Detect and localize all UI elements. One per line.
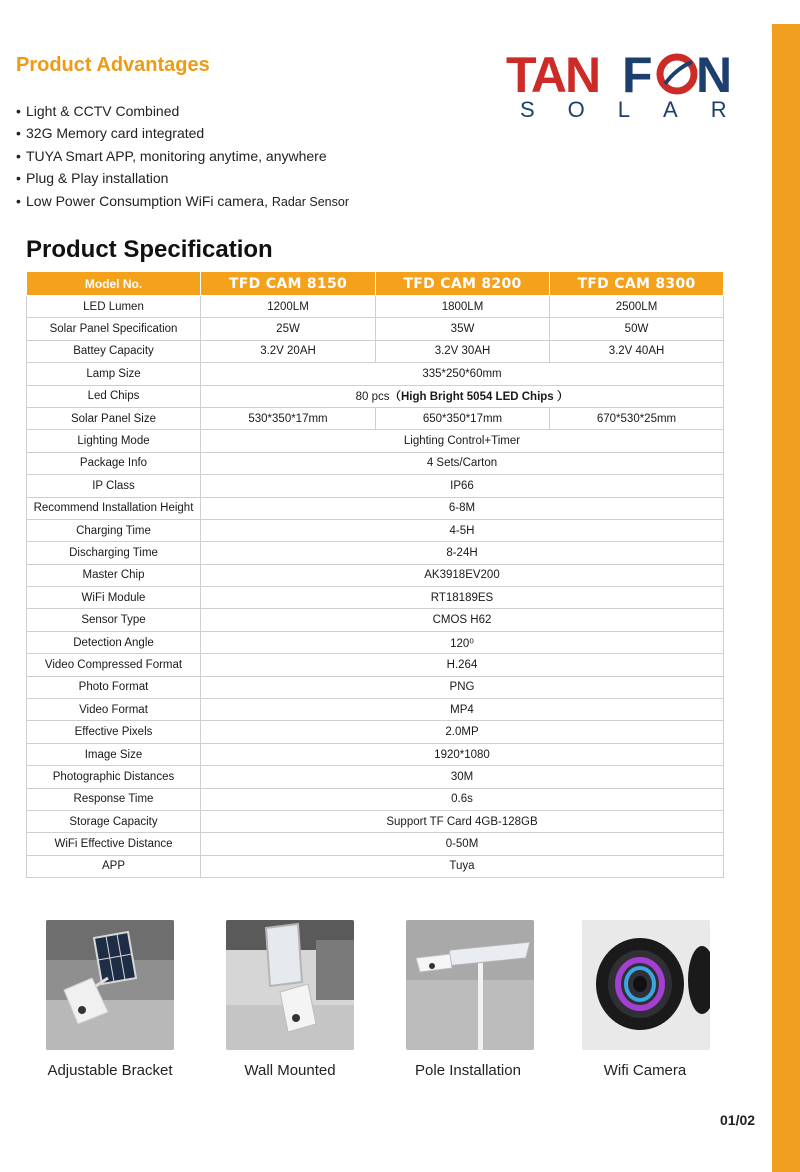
cell-value: 650*350*17mm (376, 407, 550, 429)
cell-value: Lighting Control+Timer (201, 430, 724, 452)
cell-value: 530*350*17mm (201, 407, 376, 429)
cell-value: PNG (201, 676, 724, 698)
table-row (27, 743, 724, 765)
row-label: WiFi Module (27, 587, 201, 609)
svg-text:SOLAR: SOLAR (520, 97, 745, 122)
cell-value: 1200LM (201, 296, 376, 318)
advantage-item: • Light & CCTV Combined (16, 103, 180, 119)
table-row (27, 654, 724, 676)
table-row (27, 833, 724, 855)
row-label: Detection Angle (27, 631, 201, 653)
cell-value: 8-24H (201, 542, 724, 564)
row-label: Battey Capacity (27, 340, 201, 362)
row-label: WiFi Effective Distance (27, 833, 201, 855)
table-row (27, 766, 724, 788)
table-row (27, 788, 724, 810)
cell-value: Tuya (201, 855, 724, 877)
table-row (27, 452, 724, 474)
table-row (27, 631, 724, 653)
advantage-item: • 32G Memory card integrated (16, 125, 205, 142)
svg-text:N: N (696, 47, 733, 103)
advantage-item: • TUYA Smart APP, monitoring anytime, anywhere (16, 147, 327, 164)
advantage-item: • Low Power Consumption WiFi camera, Radar Sensor (16, 192, 349, 209)
side-accent-bar (772, 24, 800, 1172)
table-row (27, 363, 724, 385)
row-label: Sensor Type (27, 609, 201, 631)
photo-pole-installation (406, 920, 534, 1050)
cell-value: 80 pcs（High Bright 5054 LED Chips ） (201, 385, 724, 407)
photo-wifi-camera (582, 920, 710, 1050)
row-label: IP Class (27, 475, 201, 497)
model-8200: TFD CAM 8200 (376, 272, 550, 296)
cell-value: 30M (201, 766, 724, 788)
svg-text:F: F (622, 47, 653, 103)
cell-value: 2.0MP (201, 721, 724, 743)
row-label: Solar Panel Specification (27, 318, 201, 340)
cell-value: AK3918EV200 (201, 564, 724, 586)
caption-wifi-camera: Wifi Camera (603, 1062, 687, 1079)
model-label: Model No. (27, 272, 201, 296)
row-label: LED Lumen (27, 296, 201, 318)
spec-title: Product Specification (26, 236, 273, 263)
advantages-title: Product Advantages (16, 54, 210, 76)
advantages-list (16, 100, 349, 213)
row-label: Image Size (27, 743, 201, 765)
row-label: Led Chips (27, 385, 201, 407)
row-label: Lighting Mode (27, 430, 201, 452)
cell-value: 120⁰ (201, 631, 724, 653)
table-row (27, 340, 724, 362)
table-row (27, 497, 724, 519)
table-row (27, 699, 724, 721)
table-row (27, 810, 724, 832)
caption-wall-mounted: Wall Mounted (244, 1062, 336, 1079)
cell-value: 0-50M (201, 833, 724, 855)
advantage-item: • Plug & Play installation (16, 170, 169, 187)
row-label: Recommend Installation Height (27, 497, 201, 519)
row-label: APP (27, 855, 201, 877)
table-row (27, 855, 724, 877)
photo-wall-mounted (226, 920, 354, 1050)
table-row (27, 587, 724, 609)
table-row (27, 430, 724, 452)
cell-value: 670*530*25mm (550, 407, 724, 429)
cell-value: 3.2V 30AH (376, 340, 550, 362)
photo-adjustable-bracket (46, 920, 174, 1050)
row-label: Package Info (27, 452, 201, 474)
cell-value: 4-5H (201, 519, 724, 541)
table-row (27, 296, 724, 318)
row-label: Photo Format (27, 676, 201, 698)
cell-value: 335*250*60mm (201, 363, 724, 385)
model-8300: TFD CAM 8300 (550, 272, 724, 296)
spec-header-row (27, 272, 724, 296)
row-label: Discharging Time (27, 542, 201, 564)
table-row (27, 721, 724, 743)
cell-value: 6-8M (201, 497, 724, 519)
cell-value: 4 Sets/Carton (201, 452, 724, 474)
table-row (27, 519, 724, 541)
cell-value: 0.6s (201, 788, 724, 810)
merged-rows (27, 430, 724, 878)
table-row (27, 564, 724, 586)
cell-value: Support TF Card 4GB-128GB (201, 810, 724, 832)
caption-adjustable-bracket: Adjustable Bracket (47, 1062, 173, 1079)
row-label: Master Chip (27, 564, 201, 586)
table-row (27, 407, 724, 429)
spec-table (26, 271, 724, 878)
caption-pole-installation: Pole Installation (415, 1062, 521, 1079)
cell-value: 1920*1080 (201, 743, 724, 765)
svg-text:TAN: TAN (506, 47, 600, 103)
row-label: Effective Pixels (27, 721, 201, 743)
cell-value: IP66 (201, 475, 724, 497)
cell-value: MP4 (201, 699, 724, 721)
row-label: Video Compressed Format (27, 654, 201, 676)
brand-logo (500, 44, 745, 124)
row-label: Photographic Distances (27, 766, 201, 788)
page-number: 01/02 (720, 1112, 756, 1128)
row-label: Video Format (27, 699, 201, 721)
cell-value: 2500LM (550, 296, 724, 318)
cell-value: CMOS H62 (201, 609, 724, 631)
cell-value: 3.2V 20AH (201, 340, 376, 362)
table-row (27, 542, 724, 564)
table-row (27, 318, 724, 340)
cell-value: RT18189ES (201, 587, 724, 609)
row-label: Storage Capacity (27, 810, 201, 832)
cell-value: 25W (201, 318, 376, 340)
row-label: Solar Panel Size (27, 407, 201, 429)
cell-value: H.264 (201, 654, 724, 676)
table-row (27, 676, 724, 698)
table-row (27, 385, 724, 407)
model-8150: TFD CAM 8150 (201, 272, 376, 296)
cell-value: 50W (550, 318, 724, 340)
cell-value: 1800LM (376, 296, 550, 318)
table-row (27, 609, 724, 631)
row-label: Lamp Size (27, 363, 201, 385)
cell-value: 3.2V 40AH (550, 340, 724, 362)
cell-value: 35W (376, 318, 550, 340)
row-label: Charging Time (27, 519, 201, 541)
row-label: Response Time (27, 788, 201, 810)
table-row (27, 475, 724, 497)
